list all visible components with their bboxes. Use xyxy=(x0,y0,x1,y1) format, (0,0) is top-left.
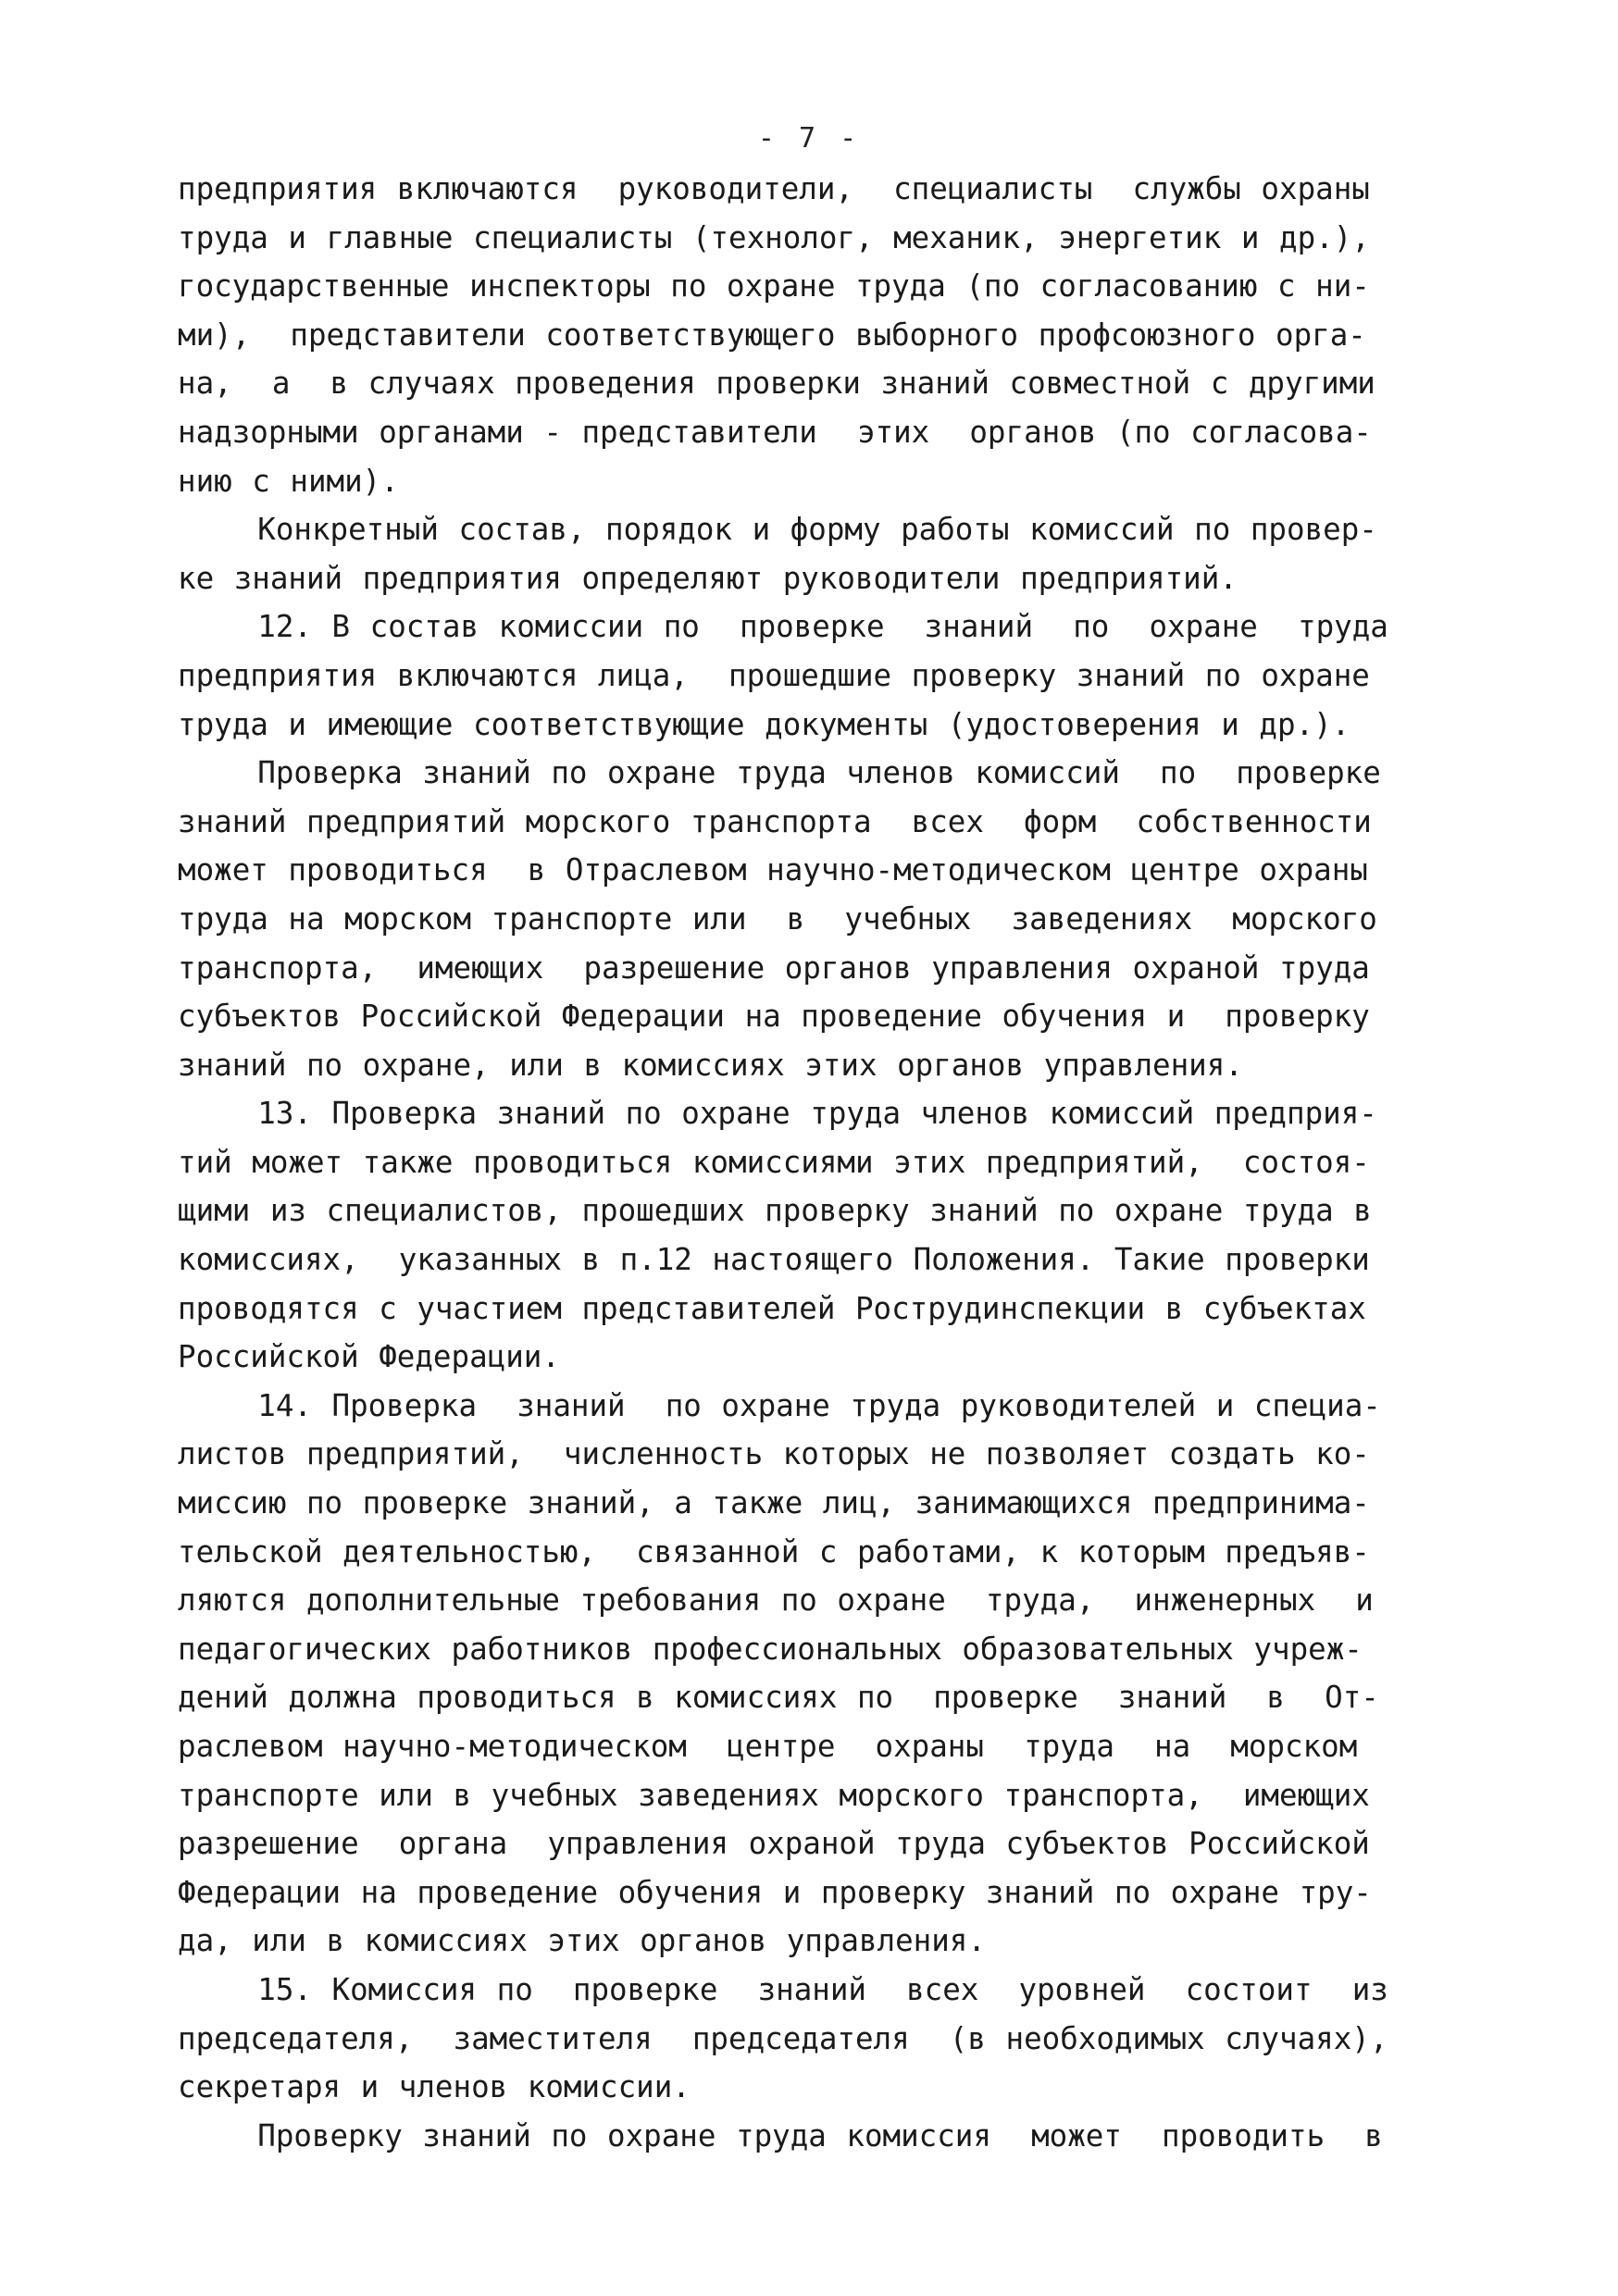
text-line: Федерации на проведение обучения и проверку знаний по охране тру- xyxy=(178,1874,1372,1910)
text-line: 15. Комиссия по проверке знаний всех уровней состоит из xyxy=(178,1971,1388,2007)
paragraph-commission-procedure xyxy=(178,505,1455,602)
text-line: может проводиться в Отраслевом научно-методическом центре охраны xyxy=(178,852,1368,888)
text-line: раслевом научно-методическом центре охраны труда на морском xyxy=(178,1729,1358,1764)
paragraph-clause-14 xyxy=(178,1382,1455,1966)
text-line: Проверка знаний по охране труда членов комиссий по проверке xyxy=(178,755,1381,791)
paragraph-commission-composition xyxy=(178,165,1455,505)
page-number: - 7 - xyxy=(757,122,861,155)
text-line: председателя, заместителя председателя (в необходимых случаях), xyxy=(178,2020,1388,2056)
text-line: труда на морском транспорте или в учебных заведениях морского xyxy=(178,900,1377,937)
text-line: предприятия включаются лица, прошедшие проверку знаний по охране xyxy=(178,657,1370,693)
text-line: предприятия включаются руководители, специалисты службы охраны xyxy=(178,171,1370,206)
text-line: транспорте или в учебных заведениях морского транспорта, имеющих xyxy=(178,1777,1370,1813)
text-line: транспорта, имеющих разрешение органов управления охраной труда xyxy=(178,949,1370,986)
text-line: надзорными органами - представители этих органов (по согласова- xyxy=(178,414,1372,450)
text-line: щими из специалистов, прошедших проверку знаний по охране труда в xyxy=(178,1193,1372,1229)
text-line: Проверку знаний по охране труда комиссия может проводить в xyxy=(178,2117,1383,2153)
text-line: 14. Проверка знаний по охране труда руководителей и специа- xyxy=(178,1387,1381,1423)
text-line: труда и имеющие соответствующие документы (удостоверения и др.). xyxy=(178,706,1350,742)
paragraph-testing-conduct xyxy=(178,2112,1455,2161)
text-line: тий может также проводиться комиссиями этих предприятий, состоя- xyxy=(178,1144,1370,1180)
text-line: знаний предприятий морского транспорта всех форм собственности xyxy=(178,803,1372,839)
paragraph-clause-13 xyxy=(178,1089,1455,1382)
text-line: разрешение органа управления охраной труда субъектов Российской xyxy=(178,1826,1370,1862)
text-line: комиссиях, указанных в п.12 настоящего Положения. Такие проверки xyxy=(178,1242,1370,1278)
text-line: 13. Проверка знаний по охране труда членов комиссий предприя- xyxy=(178,1096,1377,1132)
text-line: знаний по охране, или в комиссиях этих органов управления. xyxy=(178,1047,1243,1083)
text-line: дений должна проводиться в комиссиях по проверке знаний в От- xyxy=(178,1680,1379,1716)
text-line: листов предприятий, численность которых не позволяет создать ко- xyxy=(178,1436,1370,1472)
document-body xyxy=(178,165,1455,2160)
paragraph-clause-15 xyxy=(178,1966,1455,2112)
text-line: ке знаний предприятия определяют руководители предприятий. xyxy=(178,560,1238,596)
text-line: государственные инспекторы по охране труда (по согласованию с ни- xyxy=(178,268,1370,304)
text-line: Российской Федерации. xyxy=(178,1339,560,1375)
text-line: педагогических работников профессиональных образовательных учреж- xyxy=(178,1631,1363,1667)
text-line: тельской деятельностью, связанной с работами, к которым предъяв- xyxy=(178,1533,1370,1570)
text-line: ляются дополнительные требования по охране труда, инженерных и xyxy=(178,1582,1374,1619)
paragraph-clause-12 xyxy=(178,602,1455,749)
paragraph-members-testing xyxy=(178,749,1455,1089)
text-line: труда и главные специалисты (технолог, механик, энергетик и др.), xyxy=(178,219,1370,255)
text-line: ми), представители соответствующего выборного профсоюзного орга- xyxy=(178,316,1366,353)
text-line: на, а в случаях проведения проверки знаний совместной с другими xyxy=(178,366,1375,402)
text-line: Конкретный состав, порядок и форму работы комиссий по провер- xyxy=(178,512,1377,548)
text-line: да, или в комиссиях этих органов управления. xyxy=(178,1923,986,1959)
text-line: субъектов Российской Федерации на проведение обучения и проверку xyxy=(178,999,1370,1035)
text-line: нию с ними). xyxy=(178,463,399,499)
text-line: 12. В состав комиссии по проверке знаний по охране труда xyxy=(178,609,1388,645)
text-line: секретаря и членов комиссии. xyxy=(178,2069,691,2105)
text-line: проводятся с участием представителей Рострудинспекции в субъектах xyxy=(178,1290,1366,1326)
text-line: миссию по проверке знаний, а также лиц, занимающихся предпринима- xyxy=(178,1485,1370,1521)
